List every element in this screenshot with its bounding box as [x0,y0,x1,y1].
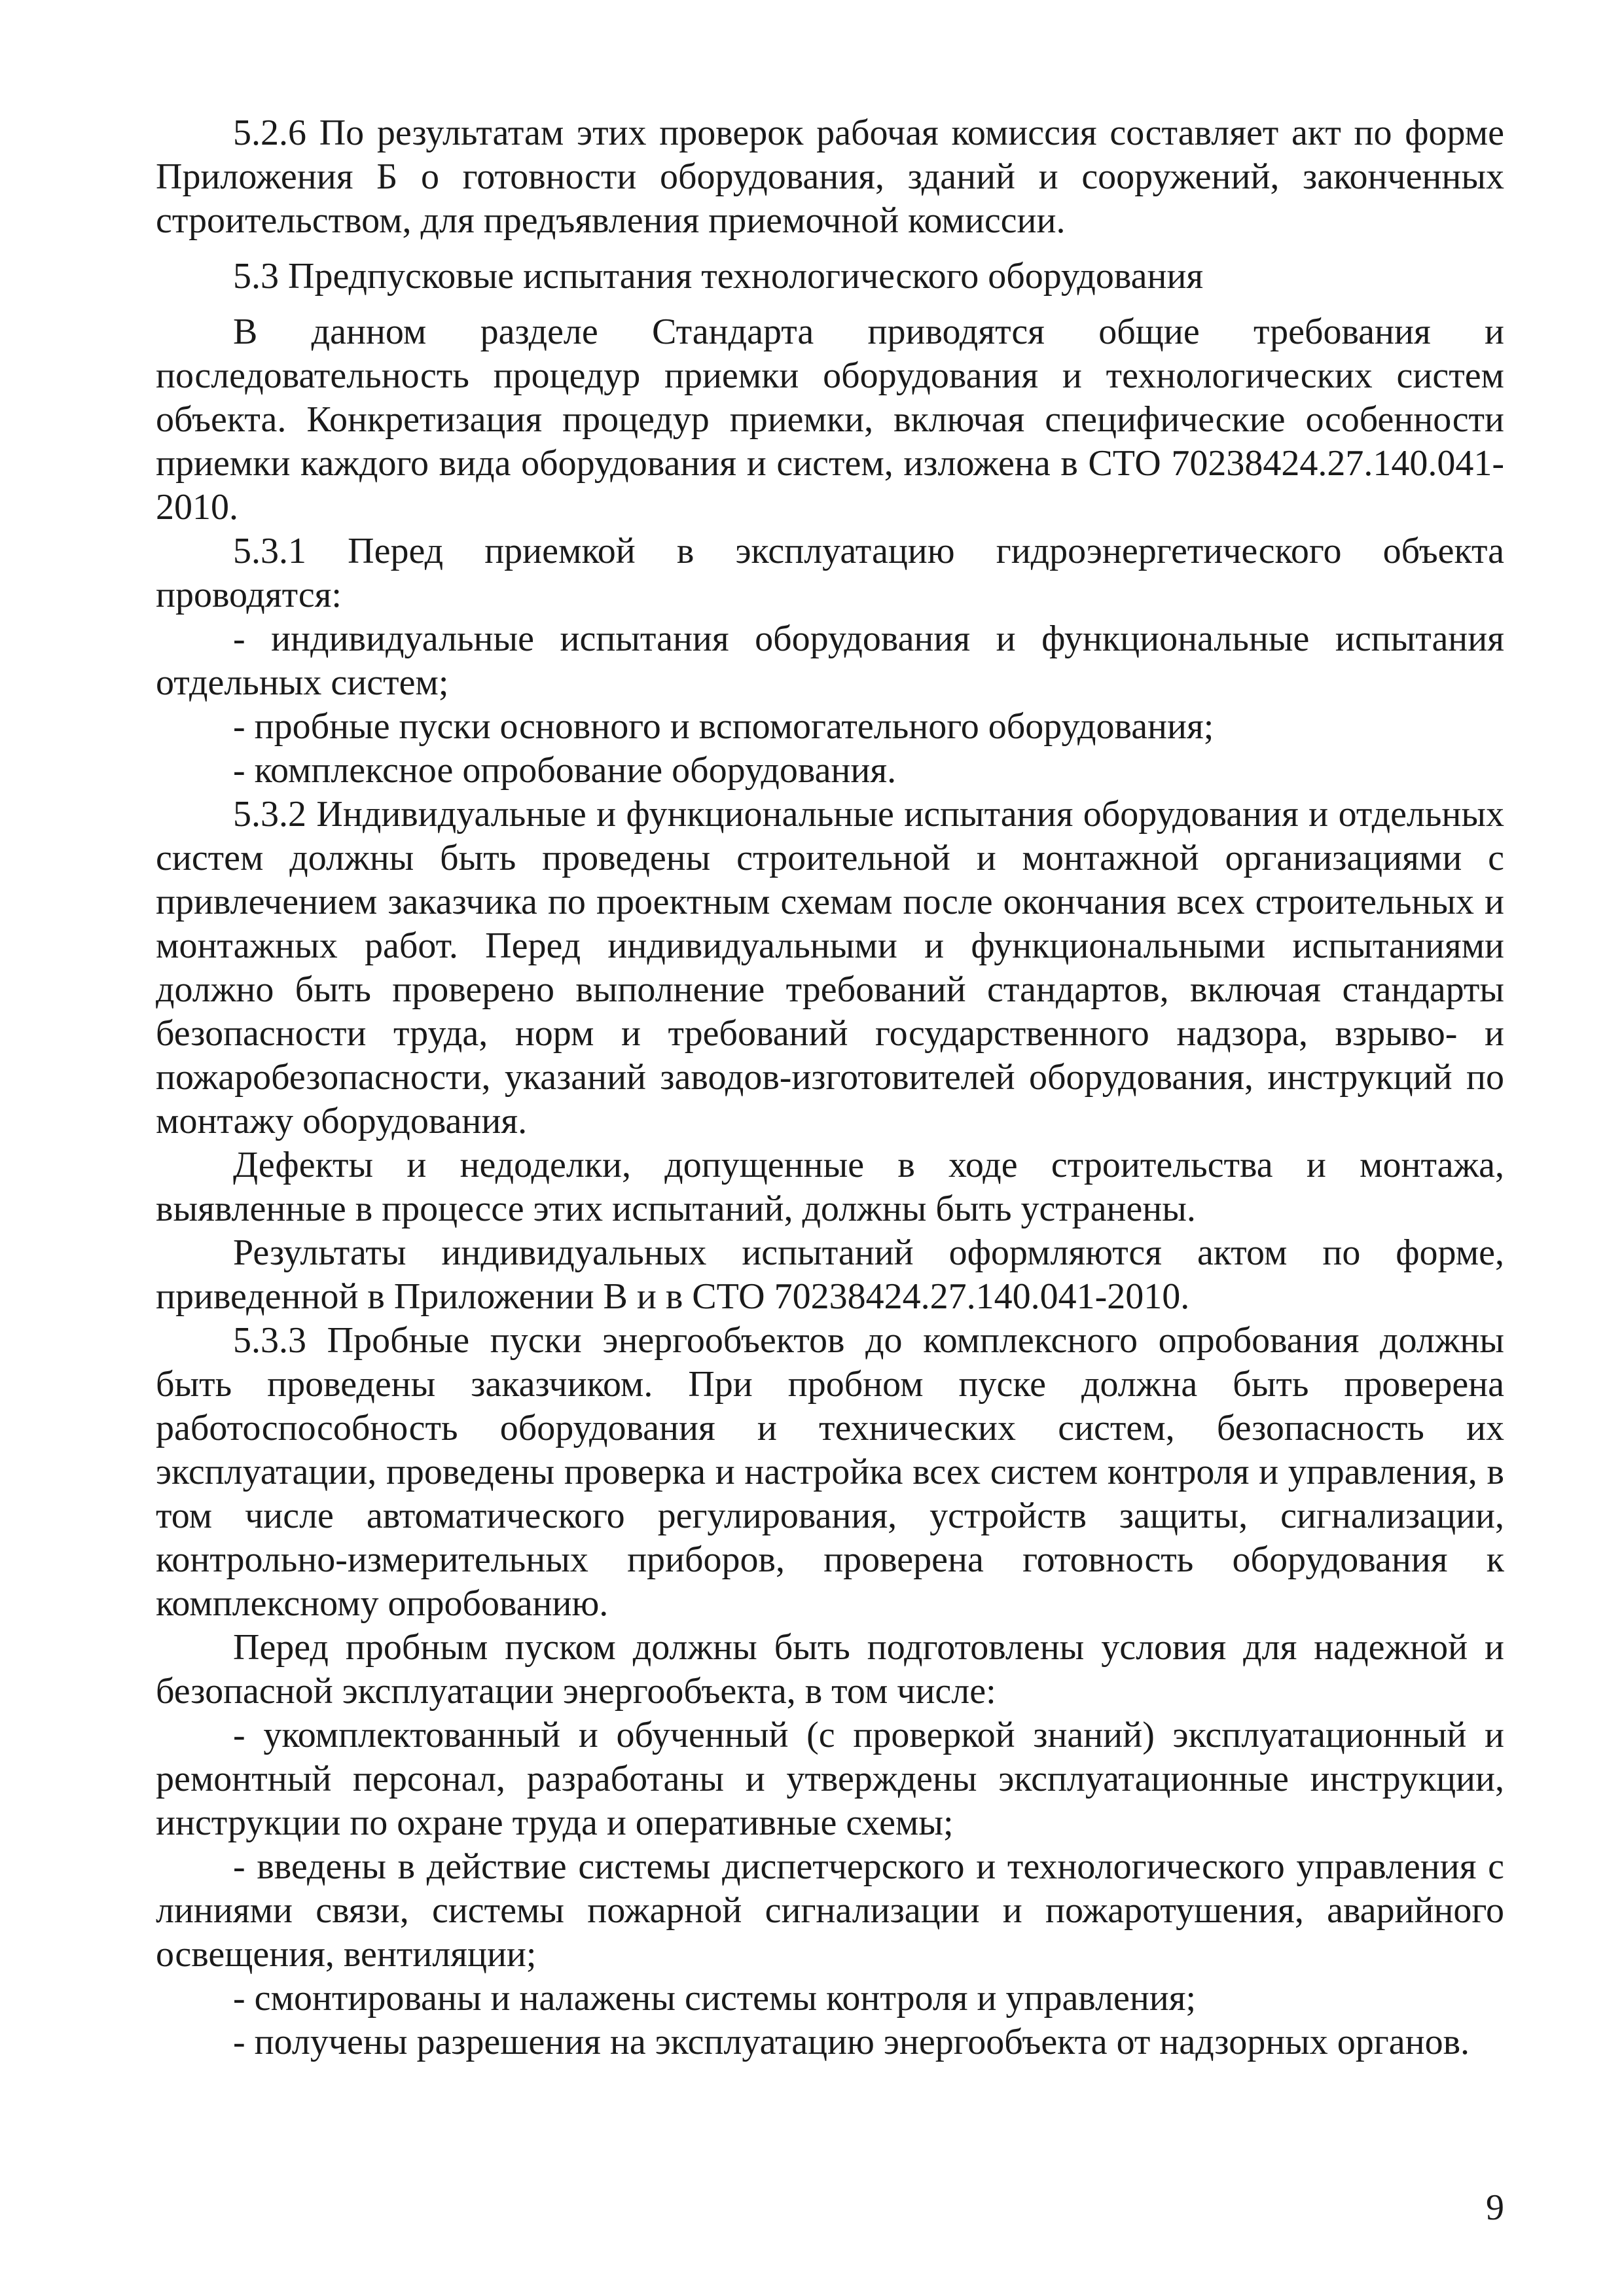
paragraph-before-start: Перед пробным пуском должны быть подготовлены условия для надежной и безопасной эксплуатации энергообъекта, в том числе: [156,1627,1504,1712]
list-item: - смонтированы и налажены системы контроля и управления; [233,1978,1197,2018]
page-number: 9 [1486,2187,1504,2228]
paragraph-5-3-3: 5.3.3 Пробные пуски энергообъектов до комплексного опробования должны быть проведены заказчиком. При пробном пуске должна быть проверена работоспособность оборудования и технических систем, безопасность их эксплуатации, проведены проверка и настройка всех систем контроля и управления, в том числе автоматического регулирования, устройств защиты, сигнализации, контрольно-измерительных приборов, проверена готовность оборудования к комплексному опробованию. [156,1320,1504,1624]
list-item: - укомплектованный и обученный (с проверкой знаний) эксплуатационный и ремонтный персонал, разработаны и утверждены эксплуатационные инструкции, инструкции по охране труда и оперативные схемы; [156,1715,1504,1843]
list-item: - введены в действие системы диспетчерского и технологического управления с линиями связи, системы пожарной сигнализации и пожаротушения, аварийного освещения, вентиляции; [156,1846,1504,1975]
paragraph-5-2-6: 5.2.6 По результатам этих проверок рабочая комиссия составляет акт по форме Приложения Б о готовности оборудования, зданий и сооружений, законченных строительством, для предъявления приемочной комиссии. [156,113,1504,241]
paragraph-intro: В данном разделе Стандарта приводятся общие требования и последовательность процедур приемки оборудования и технологических систем объекта. Конкретизация процедур приемки, включая специфические особенности приемки каждого вида оборудования и систем, изложена в СТО 70238424.27.140.041-2010. [156,312,1504,528]
paragraph-results: Результаты индивидуальных испытаний оформляются актом по форме, приведенной в Приложении В и в СТО 70238424.27.140.041-2010. [156,1232,1504,1317]
list-item: - индивидуальные испытания оборудования и функциональные испытания отдельных систем; [156,619,1504,703]
list-item: - комплексное опробование оборудования. [233,750,897,791]
list-item: - пробные пуски основного и вспомогательного оборудования; [233,706,1214,747]
paragraph-5-3-2: 5.3.2 Индивидуальные и функциональные испытания оборудования и отдельных систем должны быть проведены строительной и монтажной организациями с привлечением заказчика по проектным схемам после окончания всех строительных и монтажных работ. Перед индивидуальными и функциональными испытаниями должно быть проверено выполнение требований стандартов, включая стандарты безопасности труда, норм и требований государственного надзора, взрыво- и пожаробезопасности, указаний заводов-изготовителей оборудования, инструкций по монтажу оборудования. [156,794,1504,1141]
section-heading-5-3: 5.3 Предпусковые испытания технологического оборудования [233,256,1204,296]
paragraph-5-3-1: 5.3.1 Перед приемкой в эксплуатацию гидроэнергетического объекта проводятся: [156,531,1504,615]
list-item: - получены разрешения на эксплуатацию энергообъекта от надзорных органов. [233,2022,1470,2062]
paragraph-defects: Дефекты и недоделки, допущенные в ходе строительства и монтажа, выявленные в процессе этих испытаний, должны быть устранены. [156,1145,1504,1229]
body-text [156,111,1504,2064]
